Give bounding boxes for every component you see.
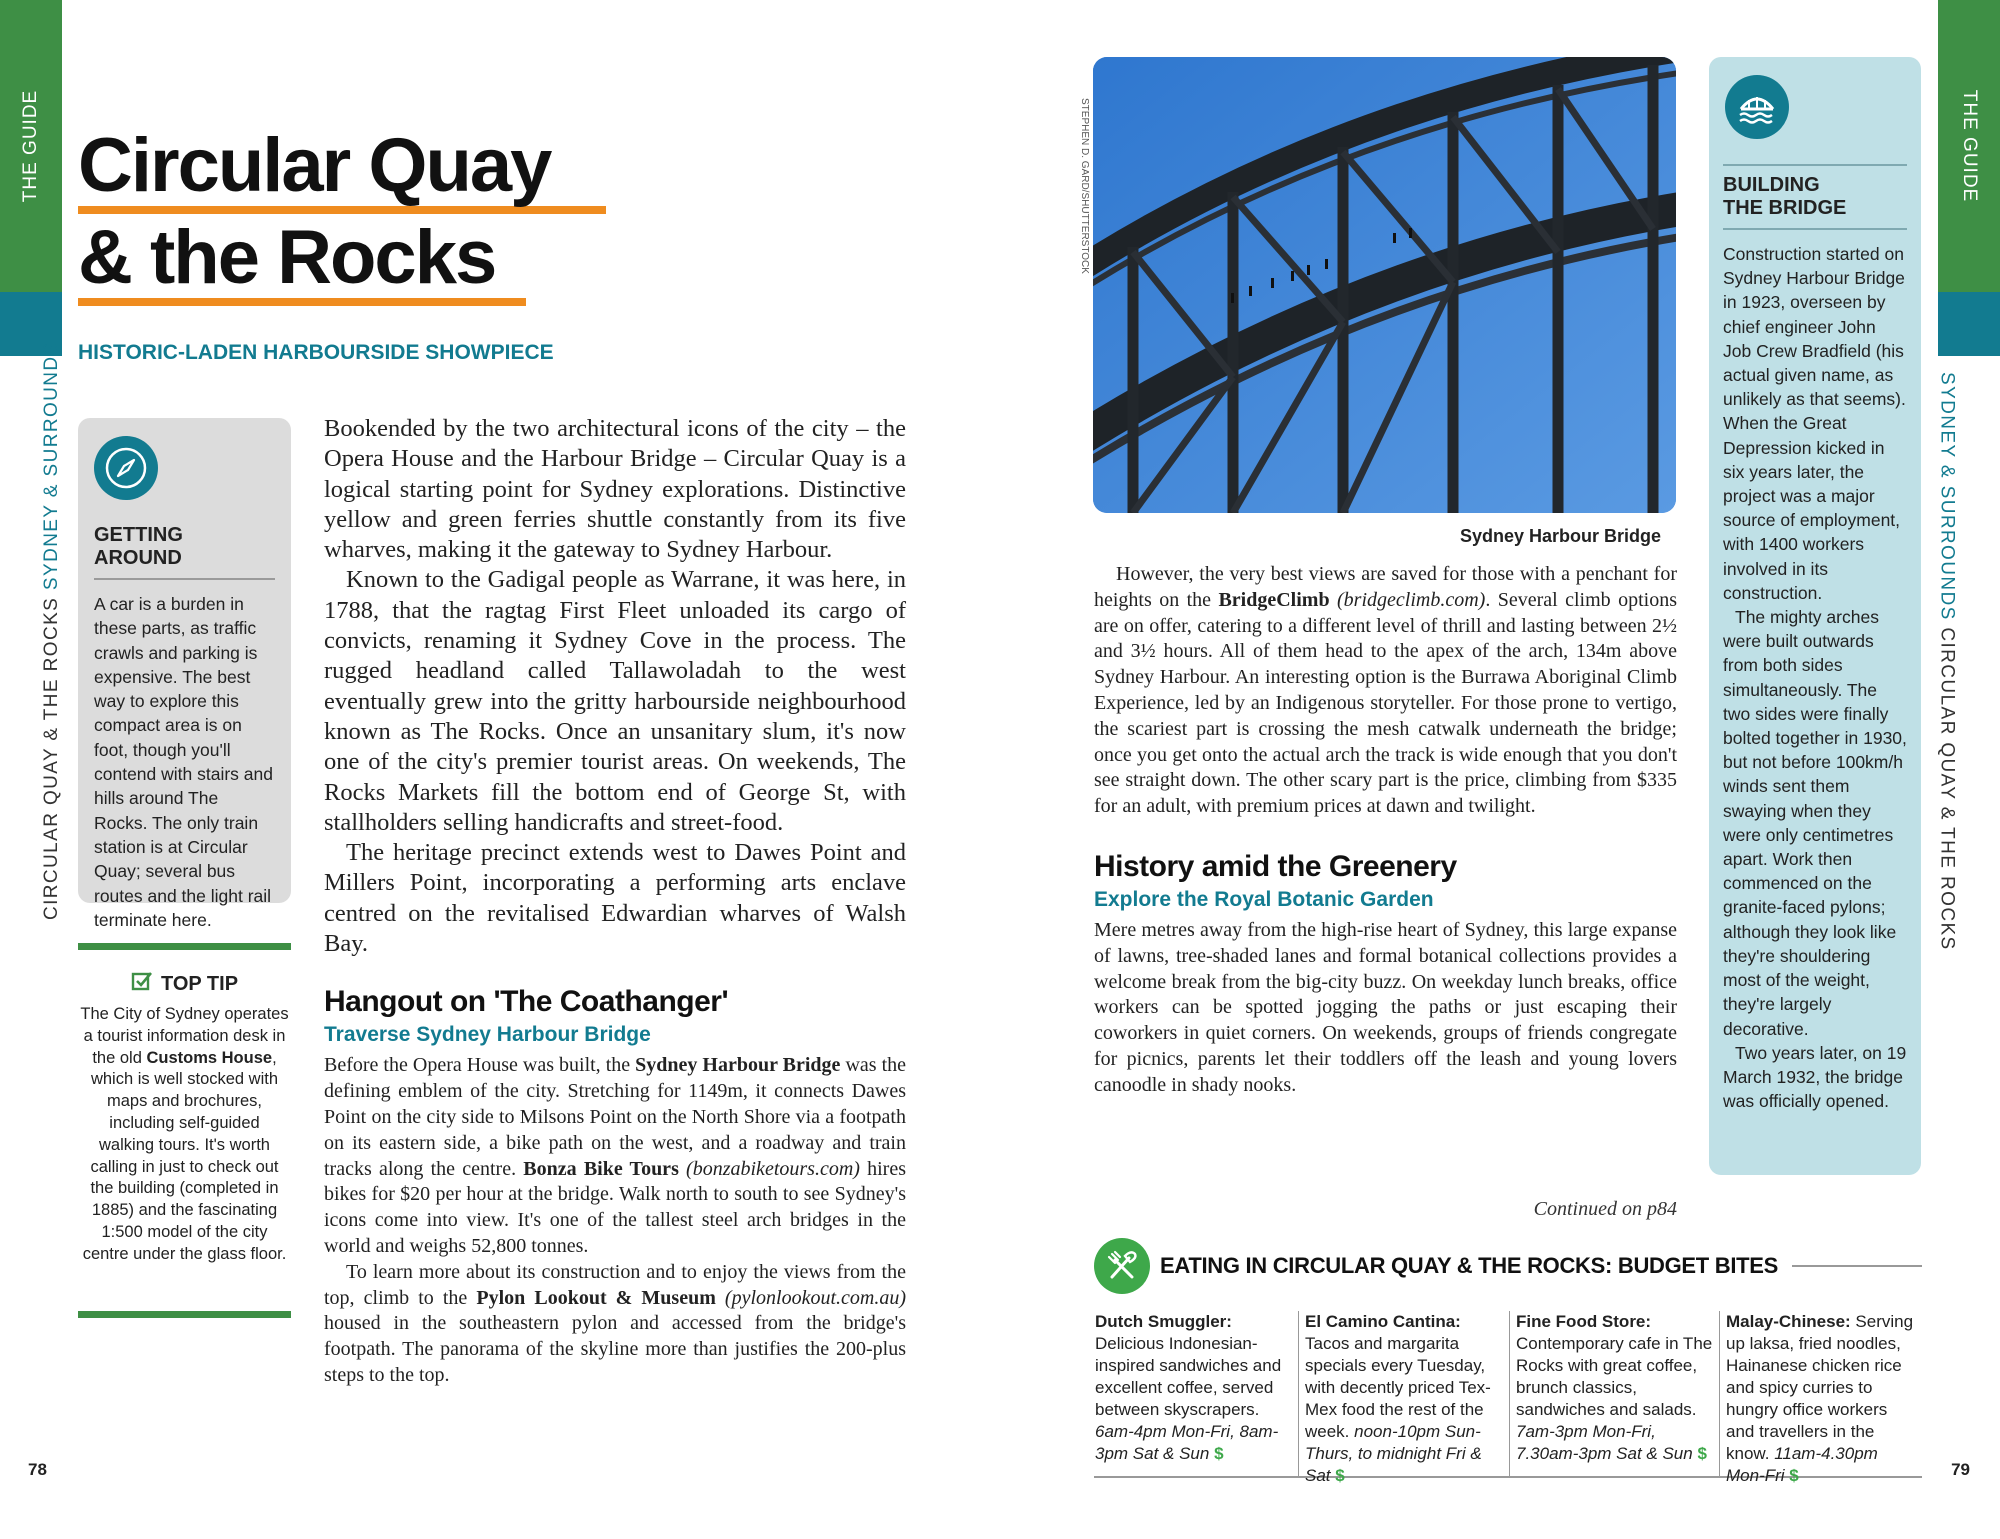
intro-paragraph: The heritage precinct extends west to Dawes Point and Millers Point, incorporating a performing arts enclave centred on the revitalised Edwardian wharves of Walsh Bay.	[324, 839, 906, 958]
guide-tab-label: THE GUIDE	[20, 89, 41, 203]
text-run: was the defining emblem of the city. Stretching for 1149m, it connects Dawes Point on the city side to Milsons Point on the North Shore via a footpath on its eastern side, a bike path on the west, and a roadway and train tracks along the centre.	[324, 1054, 906, 1180]
bonza-website: (bonzabiketours.com)	[678, 1157, 860, 1180]
building-bridge-paragraph: The mighty arches were built outwards from both sides simultaneously. The two sides were finally bolted together in 1930, but not before 100km/h winds sent them swaying when they were only centimetres apart. Work then commenced on the granite-faced pylons; although they look like they're shouldering most of the weight, they're largely decorative.	[1723, 607, 1907, 1039]
building-bridge-paragraph: Construction started on Sydney Harbour Bridge in 1923, overseen by chief engineer John Job Crew Bradfield (his actual given name, as unlikely as that seems). When the Great Depression kicked in six years later, the project was a major source of employment, with 1400 workers involved in its construction.	[1723, 244, 1906, 603]
building-bridge-paragraph: Two years later, on 19 March 1932, the bridge was officially opened.	[1723, 1042, 1907, 1112]
eating-item-desc: Delicious Indonesian-inspired sandwiches and excellent coffee, served between skyscrapers.	[1095, 1334, 1282, 1419]
eating-item	[1094, 1311, 1299, 1476]
text-run: To learn more about its construction and to enjoy the views from the top, climb to the	[324, 1260, 906, 1309]
bridge-icon	[1725, 75, 1789, 139]
right-running-header	[1936, 372, 1958, 951]
text-run: Before the Opera House was built, the	[324, 1054, 636, 1077]
building-bridge-box	[1709, 57, 1921, 1175]
getting-around-text: A car is a burden in these parts, as traffic crawls and parking is expensive. The best way to explore this compact area is on foot, though you'll contend with stairs and hills around The Rocks. The only train station is at Circular Quay; several bus routes and the light rail terminate here.	[94, 594, 273, 930]
greenery-subheading: Explore the Royal Botanic Garden	[1094, 887, 1434, 911]
main-column-left	[324, 414, 906, 1389]
eating-item-name: El Camino Cantina:	[1305, 1312, 1461, 1331]
eating-item-name: Dutch Smuggler:	[1095, 1312, 1232, 1331]
building-bridge-title-line: THE BRIDGE	[1723, 197, 1847, 219]
eating-item-name: Malay-Chinese:	[1726, 1312, 1851, 1331]
eating-item-name: Fine Food Store:	[1516, 1312, 1652, 1331]
coathanger-paragraph	[324, 1053, 906, 1259]
bonza-bike-tours-name: Bonza Bike Tours	[523, 1157, 679, 1180]
bridgeclimb-website: (bridgeclimb.com)	[1329, 588, 1486, 611]
eating-item-desc: Tacos and margarita specials every Tuesday, with decently priced Tex-Mex food the rest of the week.	[1305, 1334, 1491, 1441]
running-header-region: SYDNEY & SURROUNDS	[1937, 372, 1958, 621]
guide-tab-teal	[1938, 292, 2000, 356]
eating-header	[1094, 1238, 1922, 1294]
eating-item	[1510, 1311, 1720, 1476]
running-header-section: CIRCULAR QUAY & THE ROCKS	[41, 596, 62, 920]
photo-credit: STEPHEN D. GARD/SHUTTERSTOCK	[1079, 98, 1090, 274]
running-header-section: CIRCULAR QUAY & THE ROCKS	[1937, 627, 1958, 951]
bridge-illustration	[1093, 57, 1676, 513]
cost-indicator: $	[1214, 1444, 1224, 1463]
title-line-1	[78, 122, 606, 214]
intro-text	[324, 414, 906, 959]
left-guide-tab	[0, 0, 62, 356]
bridgeclimb-paragraph	[1094, 562, 1677, 820]
getting-around-box	[78, 418, 291, 930]
sydney-harbour-bridge-name: Sydney Harbour Bridge	[635, 1054, 841, 1077]
page-number-right: 79	[1951, 1460, 1970, 1479]
eating-title: EATING IN CIRCULAR QUAY & THE ROCKS: BUDGET BITES	[1160, 1253, 1779, 1278]
guide-tab-green	[0, 0, 62, 292]
title-line-2	[78, 214, 526, 306]
eating-item	[1299, 1311, 1510, 1485]
text-run: housed in the southeastern pylon and accessed from the bridge's footpath. The panorama of the skyline more than justifies the 200-plus steps to the top.	[324, 1312, 906, 1386]
eating-item-desc: Contemporary cafe in The Rocks with great coffee, brunch classics, sandwiches and salads.	[1516, 1334, 1713, 1419]
getting-around-title: GETTING AROUND	[94, 524, 275, 580]
pylon-website: (pylonlookout.com.au)	[715, 1286, 906, 1309]
text-run: However, the very best views are saved for those with a penchant for heights on the	[1094, 563, 1677, 611]
intro-paragraph: Known to the Gadigal people as Warrane, it was here, in 1788, that the ragtag First Fleet unloaded its cargo of convicts, renaming it Sydney Cove in the process. The rugged headland called Tallawoladah to the west eventually grew into the gritty harbourside neighbourhood known as The Rocks. Once an unsanitary slum, it's now one of the city's premier tourist areas. On weekends, The Rocks Markets fill the bottom end of George St, with stallholders selling handicrafts and street-food.	[324, 566, 906, 836]
bridgeclimb-text	[1094, 562, 1677, 820]
greenery-paragraph: Mere metres away from the high-rise heart of Sydney, this large expanse of lawns, tree-shaded lanes and formal botanical collections provides a welcome break from the big-city buzz. On weekday lunch breaks, office workers can be spotted jogging the paths or just escaping their coworkers in quiet corners. On weekends, groups of friends congregate for picnics, parents let their toddlers off the leash and young lovers canoodle in shady nooks.	[1094, 918, 1677, 1096]
top-tip-header	[78, 970, 291, 998]
cost-indicator: $	[1335, 1466, 1345, 1485]
eating-item-desc: Serving up laksa, fried noodles, Hainanese chicken rice and spicy curries to hungry office workers and travellers in the know.	[1726, 1312, 1914, 1463]
right-guide-tab	[1938, 0, 2000, 356]
bridge-photo	[1093, 57, 1676, 513]
page-number-left: 78	[28, 1460, 47, 1479]
top-tip-title: TOP TIP	[160, 972, 239, 995]
coathanger-text	[324, 1053, 906, 1388]
text-run: hires bikes for $20 per hour at the bridge. Walk north to south to see Sydney's icons come into view. It's one of the tallest steel arch bridges in the world and weighs 52,800 tonnes.	[324, 1157, 906, 1257]
top-tip-text	[78, 1004, 291, 1266]
intro-paragraph: Bookended by the two architectural icons of the city – the Opera House and the Harbour Bridge – Circular Quay is a logical starting point for Sydney explorations. Distinctive yellow and green ferries shuttle constantly from its five wharves, making it the gateway to Sydney Harbour.	[324, 415, 906, 564]
pylon-lookout-name: Pylon Lookout & Museum	[476, 1286, 716, 1309]
eating-item-hours: 11am-4.30pm Mon-Fri	[1726, 1444, 1878, 1485]
eating-item-hours: noon-10pm Sun-Thurs, to midnight Fri & Sat	[1305, 1422, 1482, 1485]
eating-item-hours: 6am-4pm Mon-Fri, 8am-3pm Sat & Sun	[1095, 1422, 1279, 1463]
eating-grid	[1094, 1311, 1922, 1485]
building-bridge-text	[1723, 242, 1907, 1113]
title-line-1-text: Circular Quay	[78, 123, 551, 208]
compass-icon	[94, 436, 158, 500]
coathanger-subheading: Traverse Sydney Harbour Bridge	[324, 1023, 651, 1047]
cost-indicator: $	[1697, 1444, 1707, 1463]
top-tip-customs-house: Customs House	[146, 1048, 273, 1067]
main-column-right	[1094, 562, 1677, 1099]
top-tip-box	[78, 943, 291, 1318]
coathanger-paragraph	[324, 1260, 906, 1389]
top-tip-text-b: , which is well stocked with maps and brochures, including self-guided walking tours. It's worth calling in just to check out the building (completed in 1885) and the fascinating 1:500 model of the city centre under the glass floor.	[82, 1048, 287, 1263]
building-bridge-title	[1723, 164, 1907, 230]
guide-tab-label: THE GUIDE	[1959, 89, 1980, 203]
greenery-text	[1094, 918, 1677, 1099]
top-tip-text-a: The City of Sydney operates a tourist information desk in the old	[80, 1005, 289, 1067]
eating-rule	[1792, 1265, 1922, 1267]
building-bridge-title-line: BUILDING	[1723, 174, 1820, 196]
page-subtitle: HISTORIC-LADEN HARBOURSIDE SHOWPIECE	[78, 341, 554, 364]
running-header-region: SYDNEY & SURROUNDS	[41, 341, 62, 591]
left-running-header	[41, 341, 63, 920]
bridgeclimb-name: BridgeClimb	[1218, 588, 1330, 611]
text-run: . Several climb options are on offer, catering to a different level of thrill and lasting between 2½ and 3½ hours. All of them head to the apex of the arch, 134m above Sydney Harbour. An interesting option is the Burrawa Aboriginal Climb Experience, led by an Indigenous storyteller. For those prone to vertigo, the scariest part is crossing the mesh catwalk underneath the bridge; once you get onto the actual arch the track is wide enough that you don't see straight down. The other scary part is the price, climbing from $335 for an adult, with premium prices at dawn and twilight.	[1094, 588, 1677, 818]
page-title	[78, 122, 606, 306]
greenery-heading: History amid the Greenery	[1094, 849, 1457, 883]
cutlery-icon	[1094, 1238, 1150, 1294]
checkbox-icon	[131, 970, 153, 998]
eating-item-hours: 7am-3pm Mon-Fri, 7.30am-3pm Sat & Sun	[1516, 1422, 1693, 1463]
guide-tab-green	[1938, 0, 2000, 292]
continued-note: Continued on p84	[1533, 1198, 1677, 1220]
cost-indicator: $	[1789, 1466, 1799, 1485]
coathanger-heading: Hangout on 'The Coathanger'	[324, 985, 729, 1019]
photo-caption: Sydney Harbour Bridge	[1459, 526, 1661, 546]
title-line-2-text: & the Rocks	[78, 215, 496, 300]
eating-item	[1720, 1311, 1922, 1485]
